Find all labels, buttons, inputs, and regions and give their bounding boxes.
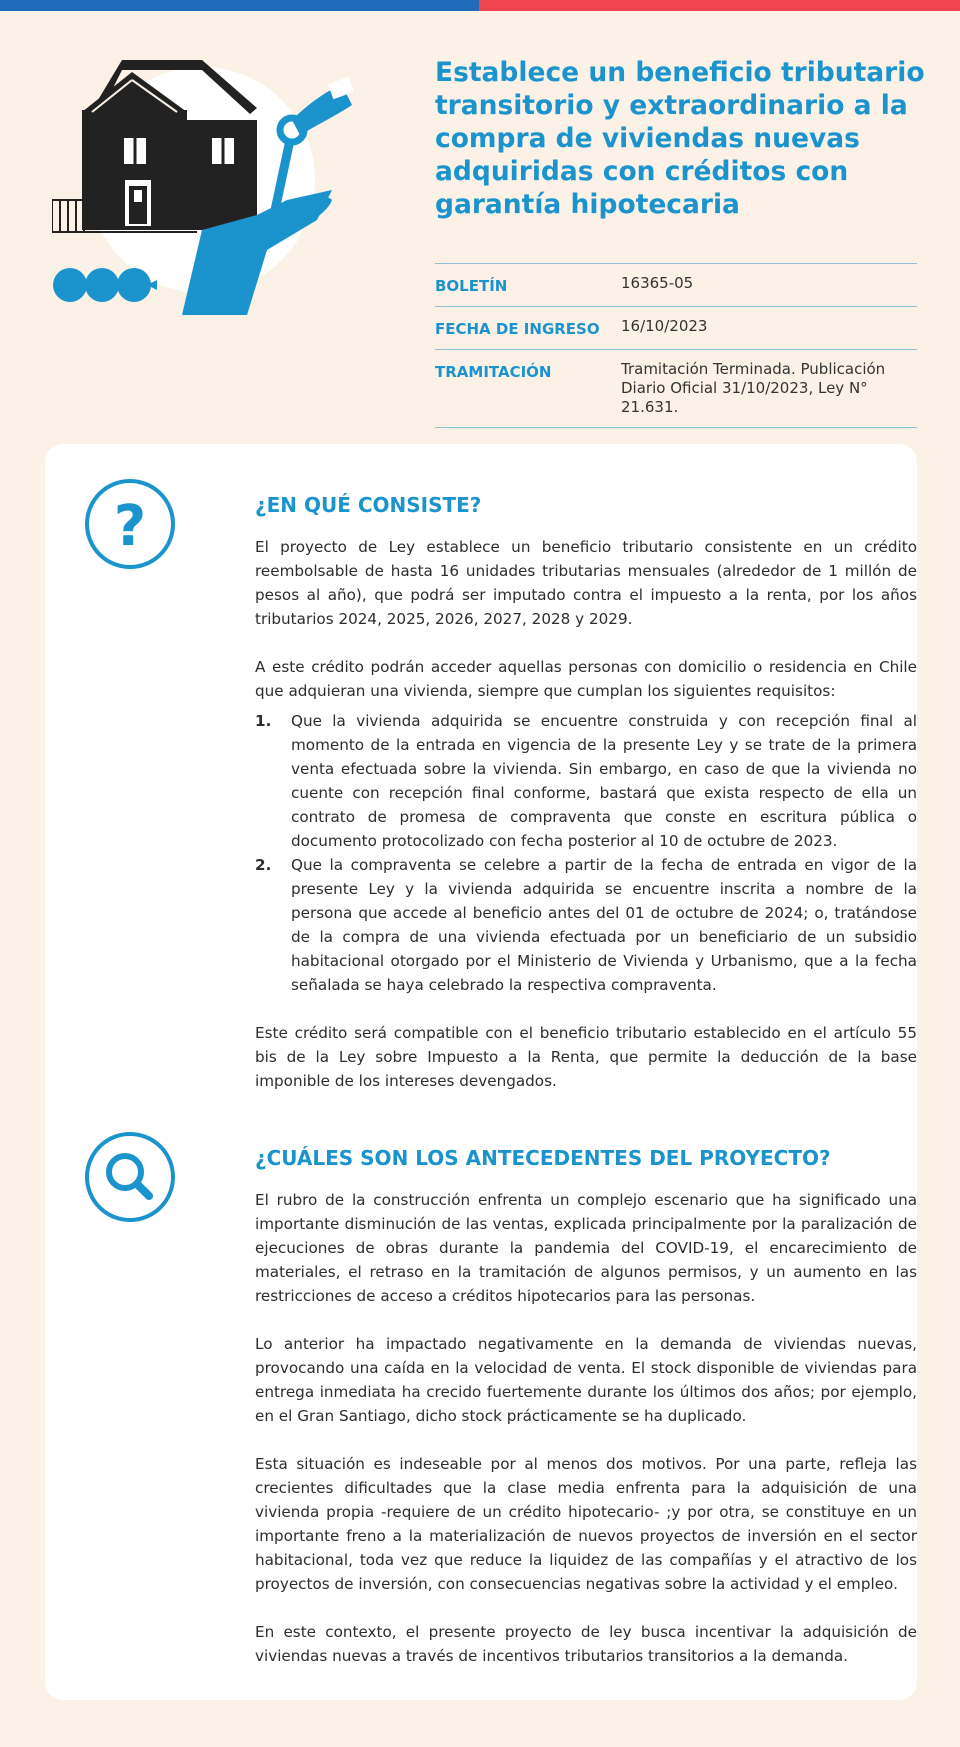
- paragraph: Esta situación es indeseable por al menos dos motivos. Por una parte, refleja las crecientes dificultades que la clase media enfrenta para la adquisición de una vivienda propia -requiere de un crédito hipotecario- ;y por otra, se constituye en un importante freno a la materialización de nuevos proyectos de inversión en el sector habitacional, toda vez que reduce la liquidez de las compañías y el atractivo de los proyectos de inversión, con consecuencias negativas sobre la actividad y el empleo.: [255, 1455, 917, 1593]
- list-text: Que la compraventa se celebre a partir de la fecha de entrada en vigor de la presente Ley y la vivienda adquirida se encuentre inscrita a nombre de la persona que accede al beneficio antes del 01 de octubre de 2024; o, tratándose de la compra de una vivienda efectuada por un beneficiario de un subsidio habitacional otorgado por el Ministerio de Vivienda y Urbanismo, que a la fecha señalada se haya celebrado la respectiva compraventa.: [291, 856, 917, 994]
- list-item: [255, 709, 917, 853]
- meta-label: TRAMITACIÓN: [435, 363, 552, 381]
- flag-bar: [0, 0, 960, 11]
- list-number: 1.: [255, 712, 272, 730]
- section-body-antecedentes: [255, 1188, 917, 1668]
- section-body-consiste: [255, 535, 917, 1093]
- bush: [85, 268, 119, 302]
- list-text: Que la vivienda adquirida se encuentre construida y con recepción final al momento de la entrada en vigencia de la presente Ley y se trate de la primera venta efectuada sobre la vivienda. Sin embargo, en caso de que la vivienda no cuente con recepción final conforme, bastará que exista respecto de ella un contrato de promesa de compraventa que conste en escritura pública o documento protocolizado con fecha posterior al 10 de octubre de 2023.: [291, 712, 917, 850]
- flag-bar-red: [479, 0, 960, 11]
- paragraph: En este contexto, el presente proyecto de ley busca incentivar la adquisición de viviendas nuevas a través de incentivos tributarios transitorios a la demanda.: [255, 1623, 917, 1665]
- svg-text:?: ?: [113, 494, 147, 559]
- list-item: [255, 853, 917, 997]
- bush: [117, 268, 151, 302]
- requirements-list: [255, 709, 917, 997]
- paragraph: A este crédito podrán acceder aquellas personas con domicilio o residencia en Chile que adquieran una vivienda, siempre que cumplan los siguientes requisitos:: [255, 658, 917, 700]
- metadata-table: [435, 263, 917, 428]
- flag-bar-blue: [0, 0, 479, 11]
- meta-value: 16365-05: [621, 274, 694, 292]
- house-key-illustration: [52, 50, 382, 320]
- meta-label: BOLETÍN: [435, 277, 508, 295]
- paragraph: Este crédito será compatible con el beneficio tributario establecido en el artículo 55 bis de la Ley sobre Impuesto a la Renta, que permite la deducción de la base imponible de los intereses devengados.: [255, 1024, 917, 1090]
- paragraph: Lo anterior ha impactado negativamente en la demanda de viviendas nuevas, provocando una caída en la velocidad de venta. El stock disponible de viviendas para entrega inmediata ha crecido fuertemente durante los últimos dos años; por ejemplo, en el Gran Santiago, dicho stock prácticamente se ha duplicado.: [255, 1335, 917, 1425]
- meta-label: FECHA DE INGRESO: [435, 320, 600, 338]
- paragraph: El proyecto de Ley establece un beneficio tributario consistente en un crédito reembolsable de hasta 16 unidades tributarias mensuales (alrededor de 1 millón de pesos al año), que podrá ser imputado contra el impuesto a la renta, por los años tributarios 2024, 2025, 2026, 2027, 2028 y 2029.: [255, 538, 917, 628]
- question-icon: [85, 479, 175, 569]
- search-icon: [85, 1132, 175, 1222]
- page-title: Establece un beneficio tributario transitorio y extraordinario a la compra de viviendas nuevas adquiridas con créditos con garantía hipotecaria: [435, 57, 925, 220]
- paragraph: El rubro de la construcción enfrenta un complejo escenario que ha significado una importante disminución de las ventas, explicada principalmente por la paralización de ejecuciones de obras durante la pandemia del COVID-19, el encarecimiento de materiales, el retraso en la tramitación de algunos permisos, y un aumento en las restricciones de acceso a créditos hipotecarios para las personas.: [255, 1191, 917, 1305]
- meta-row-tramitacion: [435, 349, 917, 428]
- bush: [53, 268, 87, 302]
- meta-row-boletin: [435, 263, 917, 306]
- meta-value: Tramitación Terminada. Publicación Diario Oficial 31/10/2023, Ley N° 21.631.: [621, 360, 886, 416]
- content-card: [45, 444, 917, 1700]
- section-title-consiste: ¿EN QUÉ CONSISTE?: [255, 493, 482, 517]
- house-right-wing: [187, 120, 257, 230]
- meta-value: 16/10/2023: [621, 317, 708, 335]
- section-title-antecedentes: ¿CUÁLES SON LOS ANTECEDENTES DEL PROYECTO?: [255, 1146, 831, 1170]
- list-number: 2.: [255, 856, 272, 874]
- meta-row-fecha: [435, 306, 917, 349]
